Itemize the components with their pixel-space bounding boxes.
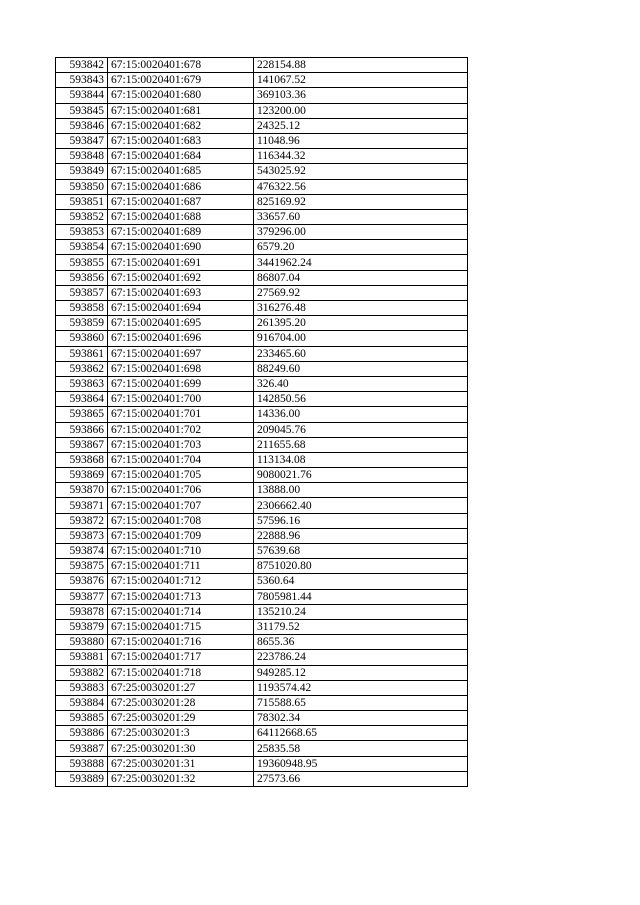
table-row — [56, 285, 468, 300]
cadastral-number-cell: 67:15:0020401:711 — [108, 559, 254, 574]
table-row — [56, 225, 468, 240]
row-number-cell: 593860 — [56, 331, 108, 346]
row-number-cell: 593844 — [56, 88, 108, 103]
table-row — [56, 361, 468, 376]
cadastral-number-cell: 67:15:0020401:695 — [108, 316, 254, 331]
table-row — [56, 209, 468, 224]
cadastral-number-cell: 67:15:0020401:690 — [108, 240, 254, 255]
value-cell: 24325.12 — [254, 118, 468, 133]
row-number-cell: 593876 — [56, 574, 108, 589]
cadastral-number-cell: 67:15:0020401:691 — [108, 255, 254, 270]
value-cell: 228154.88 — [254, 58, 468, 73]
value-cell: 25835.58 — [254, 741, 468, 756]
cadastral-number-cell: 67:15:0020401:718 — [108, 665, 254, 680]
row-number-cell: 593868 — [56, 452, 108, 467]
row-number-cell: 593864 — [56, 392, 108, 407]
value-cell: 22888.96 — [254, 528, 468, 543]
table-row — [56, 422, 468, 437]
cadastral-number-cell: 67:15:0020401:717 — [108, 650, 254, 665]
table-row — [56, 392, 468, 407]
value-cell: 142850.56 — [254, 392, 468, 407]
value-cell: 379296.00 — [254, 225, 468, 240]
row-number-cell: 593880 — [56, 635, 108, 650]
row-number-cell: 593869 — [56, 468, 108, 483]
table-row — [56, 316, 468, 331]
value-cell: 14336.00 — [254, 407, 468, 422]
value-cell: 209045.76 — [254, 422, 468, 437]
row-number-cell: 593887 — [56, 741, 108, 756]
value-cell: 64112668.65 — [254, 726, 468, 741]
table-row — [56, 726, 468, 741]
table-row — [56, 680, 468, 695]
table-row — [56, 255, 468, 270]
row-number-cell: 593863 — [56, 376, 108, 391]
cadastral-number-cell: 67:15:0020401:700 — [108, 392, 254, 407]
cadastral-number-cell: 67:15:0020401:708 — [108, 513, 254, 528]
row-number-cell: 593884 — [56, 695, 108, 710]
row-number-cell: 593873 — [56, 528, 108, 543]
table-row — [56, 483, 468, 498]
table-row — [56, 513, 468, 528]
table-row — [56, 544, 468, 559]
row-number-cell: 593883 — [56, 680, 108, 695]
cadastral-number-cell: 67:15:0020401:705 — [108, 468, 254, 483]
row-number-cell: 593865 — [56, 407, 108, 422]
table-row — [56, 194, 468, 209]
value-cell: 33657.60 — [254, 209, 468, 224]
value-cell: 86807.04 — [254, 270, 468, 285]
value-cell: 8655.36 — [254, 635, 468, 650]
table-row — [56, 407, 468, 422]
value-cell: 369103.36 — [254, 88, 468, 103]
value-cell: 261395.20 — [254, 316, 468, 331]
cadastral-number-cell: 67:15:0020401:688 — [108, 209, 254, 224]
row-number-cell: 593879 — [56, 619, 108, 634]
table-body — [56, 58, 468, 787]
table-row — [56, 240, 468, 255]
table-row — [56, 73, 468, 88]
table-row — [56, 695, 468, 710]
row-number-cell: 593872 — [56, 513, 108, 528]
value-cell: 13888.00 — [254, 483, 468, 498]
table-row — [56, 452, 468, 467]
value-cell: 57639.68 — [254, 544, 468, 559]
cadastral-number-cell: 67:15:0020401:682 — [108, 118, 254, 133]
row-number-cell: 593857 — [56, 285, 108, 300]
cadastral-number-cell: 67:15:0020401:679 — [108, 73, 254, 88]
table-row — [56, 118, 468, 133]
value-cell: 211655.68 — [254, 437, 468, 452]
value-cell: 19360948.95 — [254, 756, 468, 771]
row-number-cell: 593859 — [56, 316, 108, 331]
value-cell: 5360.64 — [254, 574, 468, 589]
cadastral-number-cell: 67:15:0020401:713 — [108, 589, 254, 604]
value-cell: 2306662.40 — [254, 498, 468, 513]
cadastral-number-cell: 67:15:0020401:684 — [108, 149, 254, 164]
cadastral-number-cell: 67:15:0020401:683 — [108, 133, 254, 148]
value-cell: 88249.60 — [254, 361, 468, 376]
cadastral-number-cell: 67:15:0020401:710 — [108, 544, 254, 559]
value-cell: 31179.52 — [254, 619, 468, 634]
cadastral-number-cell: 67:15:0020401:689 — [108, 225, 254, 240]
cadastral-number-cell: 67:25:0030201:3 — [108, 726, 254, 741]
row-number-cell: 593851 — [56, 194, 108, 209]
cadastral-number-cell: 67:15:0020401:716 — [108, 635, 254, 650]
row-number-cell: 593845 — [56, 103, 108, 118]
row-number-cell: 593849 — [56, 164, 108, 179]
row-number-cell: 593861 — [56, 346, 108, 361]
row-number-cell: 593885 — [56, 711, 108, 726]
table-row — [56, 665, 468, 680]
row-number-cell: 593882 — [56, 665, 108, 680]
table-row — [56, 650, 468, 665]
row-number-cell: 593848 — [56, 149, 108, 164]
row-number-cell: 593878 — [56, 604, 108, 619]
cadastral-number-cell: 67:15:0020401:686 — [108, 179, 254, 194]
value-cell: 113134.08 — [254, 452, 468, 467]
row-number-cell: 593856 — [56, 270, 108, 285]
row-number-cell: 593846 — [56, 118, 108, 133]
cadastral-number-cell: 67:25:0030201:27 — [108, 680, 254, 695]
value-cell: 3441962.24 — [254, 255, 468, 270]
row-number-cell: 593853 — [56, 225, 108, 240]
table-row — [56, 346, 468, 361]
value-cell: 116344.32 — [254, 149, 468, 164]
value-cell: 135210.24 — [254, 604, 468, 619]
row-number-cell: 593850 — [56, 179, 108, 194]
document-page — [55, 57, 468, 787]
row-number-cell: 593842 — [56, 58, 108, 73]
row-number-cell: 593875 — [56, 559, 108, 574]
value-cell: 916704.00 — [254, 331, 468, 346]
cadastral-number-cell: 67:15:0020401:704 — [108, 452, 254, 467]
table-row — [56, 88, 468, 103]
table-row — [56, 574, 468, 589]
table-row — [56, 133, 468, 148]
row-number-cell: 593874 — [56, 544, 108, 559]
value-cell: 326.40 — [254, 376, 468, 391]
table-row — [56, 619, 468, 634]
cadastral-number-cell: 67:25:0030201:32 — [108, 771, 254, 786]
table-row — [56, 149, 468, 164]
table-row — [56, 437, 468, 452]
value-cell: 233465.60 — [254, 346, 468, 361]
table-row — [56, 376, 468, 391]
row-number-cell: 593871 — [56, 498, 108, 513]
value-cell: 223786.24 — [254, 650, 468, 665]
cadastral-number-cell: 67:15:0020401:715 — [108, 619, 254, 634]
row-number-cell: 593870 — [56, 483, 108, 498]
value-cell: 7805981.44 — [254, 589, 468, 604]
row-number-cell: 593855 — [56, 255, 108, 270]
cadastral-number-cell: 67:25:0030201:29 — [108, 711, 254, 726]
table-row — [56, 331, 468, 346]
cadastral-value-table — [55, 57, 468, 787]
row-number-cell: 593877 — [56, 589, 108, 604]
row-number-cell: 593886 — [56, 726, 108, 741]
table-row — [56, 498, 468, 513]
value-cell: 11048.96 — [254, 133, 468, 148]
row-number-cell: 593854 — [56, 240, 108, 255]
cadastral-number-cell: 67:25:0030201:30 — [108, 741, 254, 756]
cadastral-number-cell: 67:15:0020401:692 — [108, 270, 254, 285]
value-cell: 6579.20 — [254, 240, 468, 255]
cadastral-number-cell: 67:15:0020401:694 — [108, 301, 254, 316]
value-cell: 78302.34 — [254, 711, 468, 726]
row-number-cell: 593843 — [56, 73, 108, 88]
cadastral-number-cell: 67:15:0020401:714 — [108, 604, 254, 619]
cadastral-number-cell: 67:25:0030201:31 — [108, 756, 254, 771]
cadastral-number-cell: 67:15:0020401:680 — [108, 88, 254, 103]
cadastral-number-cell: 67:15:0020401:685 — [108, 164, 254, 179]
value-cell: 27573.66 — [254, 771, 468, 786]
value-cell: 9080021.76 — [254, 468, 468, 483]
table-row — [56, 270, 468, 285]
table-row — [56, 58, 468, 73]
cadastral-number-cell: 67:15:0020401:709 — [108, 528, 254, 543]
table-row — [56, 635, 468, 650]
value-cell: 123200.00 — [254, 103, 468, 118]
table-row — [56, 604, 468, 619]
table-row — [56, 589, 468, 604]
cadastral-number-cell: 67:15:0020401:712 — [108, 574, 254, 589]
value-cell: 57596.16 — [254, 513, 468, 528]
table-row — [56, 179, 468, 194]
value-cell: 141067.52 — [254, 73, 468, 88]
cadastral-number-cell: 67:15:0020401:693 — [108, 285, 254, 300]
table-row — [56, 711, 468, 726]
cadastral-number-cell: 67:15:0020401:701 — [108, 407, 254, 422]
table-row — [56, 741, 468, 756]
value-cell: 27569.92 — [254, 285, 468, 300]
cadastral-number-cell: 67:15:0020401:702 — [108, 422, 254, 437]
table-row — [56, 164, 468, 179]
row-number-cell: 593858 — [56, 301, 108, 316]
cadastral-number-cell: 67:25:0030201:28 — [108, 695, 254, 710]
row-number-cell: 593852 — [56, 209, 108, 224]
value-cell: 476322.56 — [254, 179, 468, 194]
cadastral-number-cell: 67:15:0020401:699 — [108, 376, 254, 391]
cadastral-number-cell: 67:15:0020401:698 — [108, 361, 254, 376]
table-row — [56, 756, 468, 771]
table-row — [56, 103, 468, 118]
value-cell: 715588.65 — [254, 695, 468, 710]
cadastral-number-cell: 67:15:0020401:703 — [108, 437, 254, 452]
cadastral-number-cell: 67:15:0020401:697 — [108, 346, 254, 361]
value-cell: 1193574.42 — [254, 680, 468, 695]
row-number-cell: 593862 — [56, 361, 108, 376]
table-row — [56, 559, 468, 574]
value-cell: 543025.92 — [254, 164, 468, 179]
table-row — [56, 528, 468, 543]
value-cell: 8751020.80 — [254, 559, 468, 574]
table-row — [56, 468, 468, 483]
value-cell: 949285.12 — [254, 665, 468, 680]
cadastral-number-cell: 67:15:0020401:706 — [108, 483, 254, 498]
cadastral-number-cell: 67:15:0020401:707 — [108, 498, 254, 513]
row-number-cell: 593881 — [56, 650, 108, 665]
row-number-cell: 593847 — [56, 133, 108, 148]
cadastral-number-cell: 67:15:0020401:696 — [108, 331, 254, 346]
value-cell: 825169.92 — [254, 194, 468, 209]
row-number-cell: 593889 — [56, 771, 108, 786]
cadastral-number-cell: 67:15:0020401:678 — [108, 58, 254, 73]
value-cell: 316276.48 — [254, 301, 468, 316]
cadastral-number-cell: 67:15:0020401:687 — [108, 194, 254, 209]
row-number-cell: 593867 — [56, 437, 108, 452]
table-row — [56, 301, 468, 316]
table-row — [56, 771, 468, 786]
row-number-cell: 593866 — [56, 422, 108, 437]
row-number-cell: 593888 — [56, 756, 108, 771]
cadastral-number-cell: 67:15:0020401:681 — [108, 103, 254, 118]
